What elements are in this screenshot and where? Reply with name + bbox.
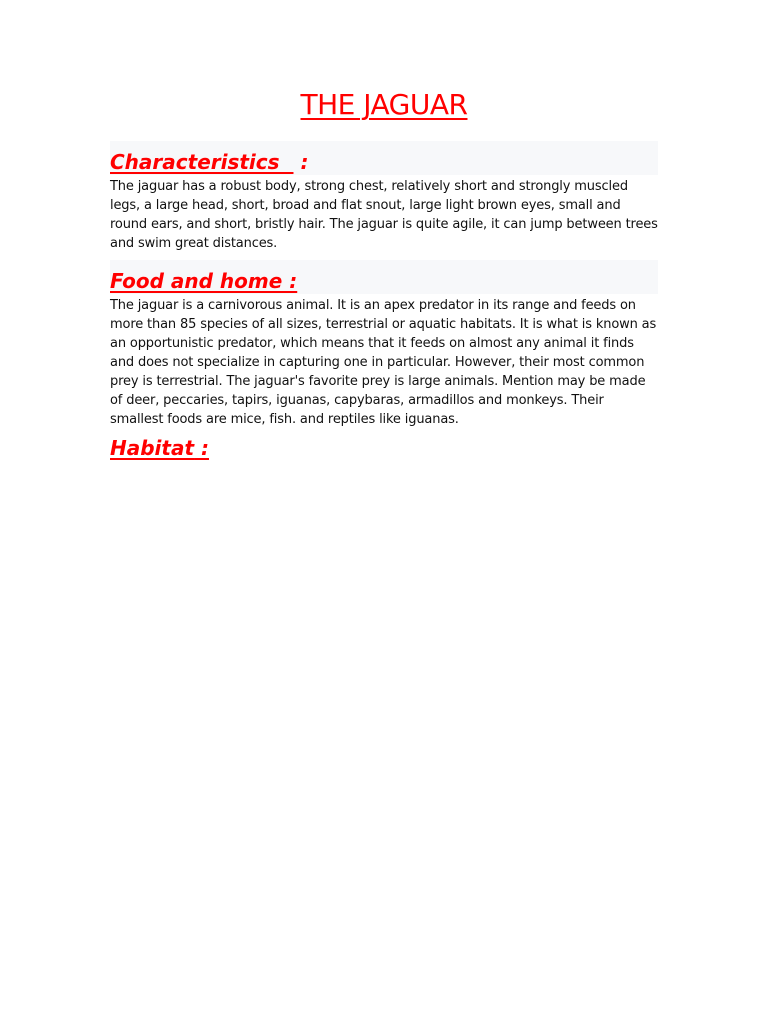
section-paragraph-food-and-home: The jaguar is a carnivorous animal. It is an apex predator in its range and feeds on more than 85 species of all sizes, terrestrial or aquatic habitats. It is what is known as an opportunistic predator, which means that it feeds on almost any animal it finds and does not specialize in capturing one in particular. However, their most common prey is terrestrial. The jaguar's favorite prey is large animals. Mention may be made of deer, peccaries, tapirs, iguanas, capybaras, armadillos and monkeys. Their smallest foods are mice, fish. and reptiles like iguanas. bbox=[110, 298, 657, 427]
heading-underlined-text: Characteristics bbox=[110, 150, 294, 174]
heading-colon: : bbox=[293, 150, 309, 174]
section-heading-band bbox=[110, 260, 658, 294]
section-habitat bbox=[110, 431, 658, 461]
section-food-and-home bbox=[110, 260, 658, 429]
heading-colon: : bbox=[194, 436, 209, 460]
heading-underlined-text: Food and home : bbox=[110, 269, 298, 293]
section-heading-band bbox=[110, 141, 658, 175]
heading-underlined-text: Habitat bbox=[110, 436, 195, 460]
section-heading-band bbox=[110, 431, 658, 461]
section-heading-food-and-home bbox=[110, 268, 297, 294]
document-title: THE JAGUAR bbox=[300, 88, 468, 121]
section-heading-characteristics bbox=[110, 149, 308, 175]
section-characteristics bbox=[110, 141, 658, 253]
section-paragraph-characteristics: The jaguar has a robust body, strong chest, relatively short and strongly muscled legs, a large head, short, broad and flat snout, large light brown eyes, small and round ears, and short, bristly hair. The jaguar is quite agile, it can jump between trees and swim great distances. bbox=[110, 179, 658, 251]
section-heading-habitat bbox=[110, 435, 209, 461]
